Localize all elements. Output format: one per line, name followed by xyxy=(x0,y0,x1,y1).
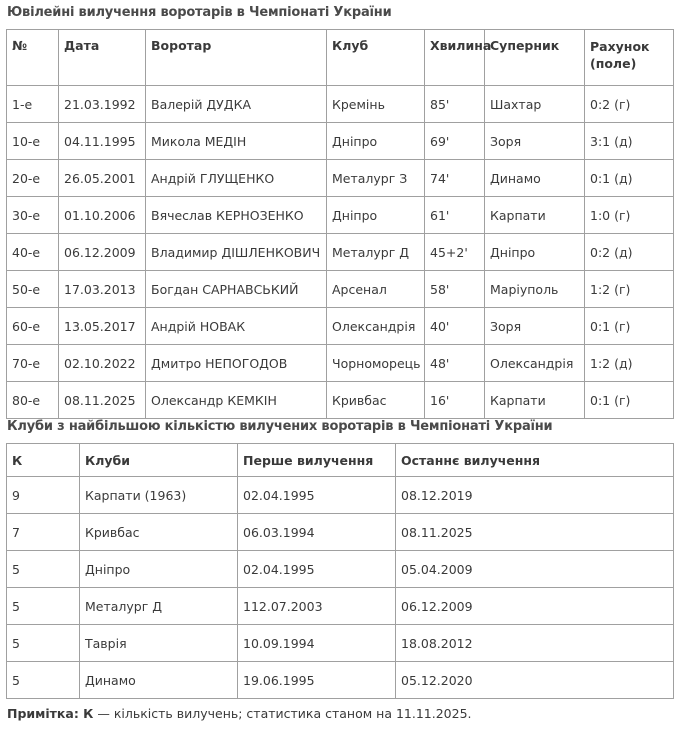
cell-first: 06.03.1994 xyxy=(238,514,396,551)
cell-date: 06.12.2009 xyxy=(59,234,146,271)
header-opponent: Суперник xyxy=(485,30,585,86)
cell-opponent: Карпати xyxy=(485,382,585,419)
cell-num: 50-е xyxy=(7,271,59,308)
cell-club: Карпати (1963) xyxy=(80,477,238,514)
cell-num: 60-е xyxy=(7,308,59,345)
cell-club: Кремінь xyxy=(327,86,425,123)
cell-club: Металург З xyxy=(327,160,425,197)
header-count: К xyxy=(7,444,80,477)
cell-date: 13.05.2017 xyxy=(59,308,146,345)
cell-goalkeeper: Дмитро НЕПОГОДОВ xyxy=(146,345,327,382)
cell-goalkeeper: Вячеслав КЕРНОЗЕНКО xyxy=(146,197,327,234)
table-row xyxy=(7,308,674,345)
cell-num: 70-е xyxy=(7,345,59,382)
table-row xyxy=(7,551,674,588)
cell-club: Олександрія xyxy=(327,308,425,345)
table-row xyxy=(7,271,674,308)
cell-club: Кривбас xyxy=(80,514,238,551)
cell-date: 02.10.2022 xyxy=(59,345,146,382)
cell-score: 1:2 (г) xyxy=(585,271,674,308)
cell-last: 05.12.2020 xyxy=(396,662,674,699)
section2-title: Клуби з найбільшою кількістю вилучених воротарів в Чемпіонаті України xyxy=(7,419,553,434)
cell-first: 02.04.1995 xyxy=(238,551,396,588)
cell-opponent: Маріуполь xyxy=(485,271,585,308)
table-header-row xyxy=(7,444,674,477)
cell-minute: 74' xyxy=(425,160,485,197)
cell-minute: 69' xyxy=(425,123,485,160)
cell-score: 1:0 (г) xyxy=(585,197,674,234)
table-row xyxy=(7,345,674,382)
cell-num: 30-е xyxy=(7,197,59,234)
cell-first: 112.07.2003 xyxy=(238,588,396,625)
cell-last: 18.08.2012 xyxy=(396,625,674,662)
footnote-text: — кількість вилучень; статистика станом на 11.11.2025. xyxy=(93,706,472,721)
cell-last: 08.11.2025 xyxy=(396,514,674,551)
cell-last: 05.04.2009 xyxy=(396,551,674,588)
jubilee-dismissals-table xyxy=(6,29,674,419)
cell-club: Дніпро xyxy=(80,551,238,588)
cell-goalkeeper: Богдан САРНАВСЬКИЙ xyxy=(146,271,327,308)
table-row xyxy=(7,197,674,234)
header-club: Клуб xyxy=(327,30,425,86)
section1-title: Ювілейні вилучення воротарів в Чемпіонаті України xyxy=(7,5,392,20)
cell-first: 02.04.1995 xyxy=(238,477,396,514)
cell-count: 7 xyxy=(7,514,80,551)
cell-goalkeeper: Валерій ДУДКА xyxy=(146,86,327,123)
cell-date: 17.03.2013 xyxy=(59,271,146,308)
header-first: Перше вилучення xyxy=(238,444,396,477)
cell-opponent: Дніпро xyxy=(485,234,585,271)
cell-goalkeeper: Микола МЕДІН xyxy=(146,123,327,160)
cell-opponent: Шахтар xyxy=(485,86,585,123)
cell-score: 1:2 (д) xyxy=(585,345,674,382)
cell-score: 0:1 (д) xyxy=(585,160,674,197)
header-last: Останнє вилучення xyxy=(396,444,674,477)
table-row xyxy=(7,625,674,662)
cell-goalkeeper: Олександр КЕМКІН xyxy=(146,382,327,419)
cell-opponent: Карпати xyxy=(485,197,585,234)
cell-count: 5 xyxy=(7,625,80,662)
header-goalkeeper: Воротар xyxy=(146,30,327,86)
footnote xyxy=(7,706,472,721)
cell-num: 10-е xyxy=(7,123,59,160)
table-row xyxy=(7,123,674,160)
cell-date: 08.11.2025 xyxy=(59,382,146,419)
cell-first: 10.09.1994 xyxy=(238,625,396,662)
cell-minute: 45+2' xyxy=(425,234,485,271)
cell-num: 40-е xyxy=(7,234,59,271)
cell-first: 19.06.1995 xyxy=(238,662,396,699)
header-date: Дата xyxy=(59,30,146,86)
cell-last: 06.12.2009 xyxy=(396,588,674,625)
cell-club: Металург Д xyxy=(80,588,238,625)
cell-club: Металург Д xyxy=(327,234,425,271)
cell-minute: 16' xyxy=(425,382,485,419)
cell-score: 0:1 (г) xyxy=(585,382,674,419)
table-row xyxy=(7,477,674,514)
cell-opponent: Динамо xyxy=(485,160,585,197)
cell-score: 0:1 (г) xyxy=(585,308,674,345)
table-row xyxy=(7,662,674,699)
cell-opponent: Зоря xyxy=(485,123,585,160)
cell-club: Динамо xyxy=(80,662,238,699)
cell-last: 08.12.2019 xyxy=(396,477,674,514)
cell-club: Дніпро xyxy=(327,197,425,234)
cell-opponent: Зоря xyxy=(485,308,585,345)
cell-club: Чорноморець xyxy=(327,345,425,382)
cell-goalkeeper: Владимир ДІШЛЕНКОВИЧ xyxy=(146,234,327,271)
table-row xyxy=(7,382,674,419)
cell-score: 0:2 (д) xyxy=(585,234,674,271)
cell-count: 5 xyxy=(7,551,80,588)
cell-count: 9 xyxy=(7,477,80,514)
cell-score: 0:2 (г) xyxy=(585,86,674,123)
cell-date: 26.05.2001 xyxy=(59,160,146,197)
table-header-row xyxy=(7,30,674,86)
cell-count: 5 xyxy=(7,662,80,699)
table-row xyxy=(7,588,674,625)
cell-num: 20-е xyxy=(7,160,59,197)
cell-minute: 48' xyxy=(425,345,485,382)
cell-num: 1-е xyxy=(7,86,59,123)
cell-club: Таврія xyxy=(80,625,238,662)
header-score: Рахунок (поле) xyxy=(585,30,674,86)
cell-club: Дніпро xyxy=(327,123,425,160)
cell-club: Арсенал xyxy=(327,271,425,308)
cell-score: 3:1 (д) xyxy=(585,123,674,160)
cell-minute: 58' xyxy=(425,271,485,308)
cell-club: Кривбас xyxy=(327,382,425,419)
cell-goalkeeper: Андрій ГЛУЩЕНКО xyxy=(146,160,327,197)
header-club: Клуби xyxy=(80,444,238,477)
cell-opponent: Олександрія xyxy=(485,345,585,382)
cell-minute: 61' xyxy=(425,197,485,234)
header-num: № xyxy=(7,30,59,86)
cell-date: 04.11.1995 xyxy=(59,123,146,160)
cell-minute: 85' xyxy=(425,86,485,123)
table-row xyxy=(7,86,674,123)
cell-num: 80-е xyxy=(7,382,59,419)
table-row xyxy=(7,160,674,197)
table-row xyxy=(7,234,674,271)
cell-minute: 40' xyxy=(425,308,485,345)
cell-date: 01.10.2006 xyxy=(59,197,146,234)
cell-date: 21.03.1992 xyxy=(59,86,146,123)
clubs-dismissals-table xyxy=(6,443,674,699)
header-minute: Хвилина xyxy=(425,30,485,86)
footnote-label: Примітка: К xyxy=(7,706,94,721)
cell-goalkeeper: Андрій НОВАК xyxy=(146,308,327,345)
cell-count: 5 xyxy=(7,588,80,625)
table-row xyxy=(7,514,674,551)
